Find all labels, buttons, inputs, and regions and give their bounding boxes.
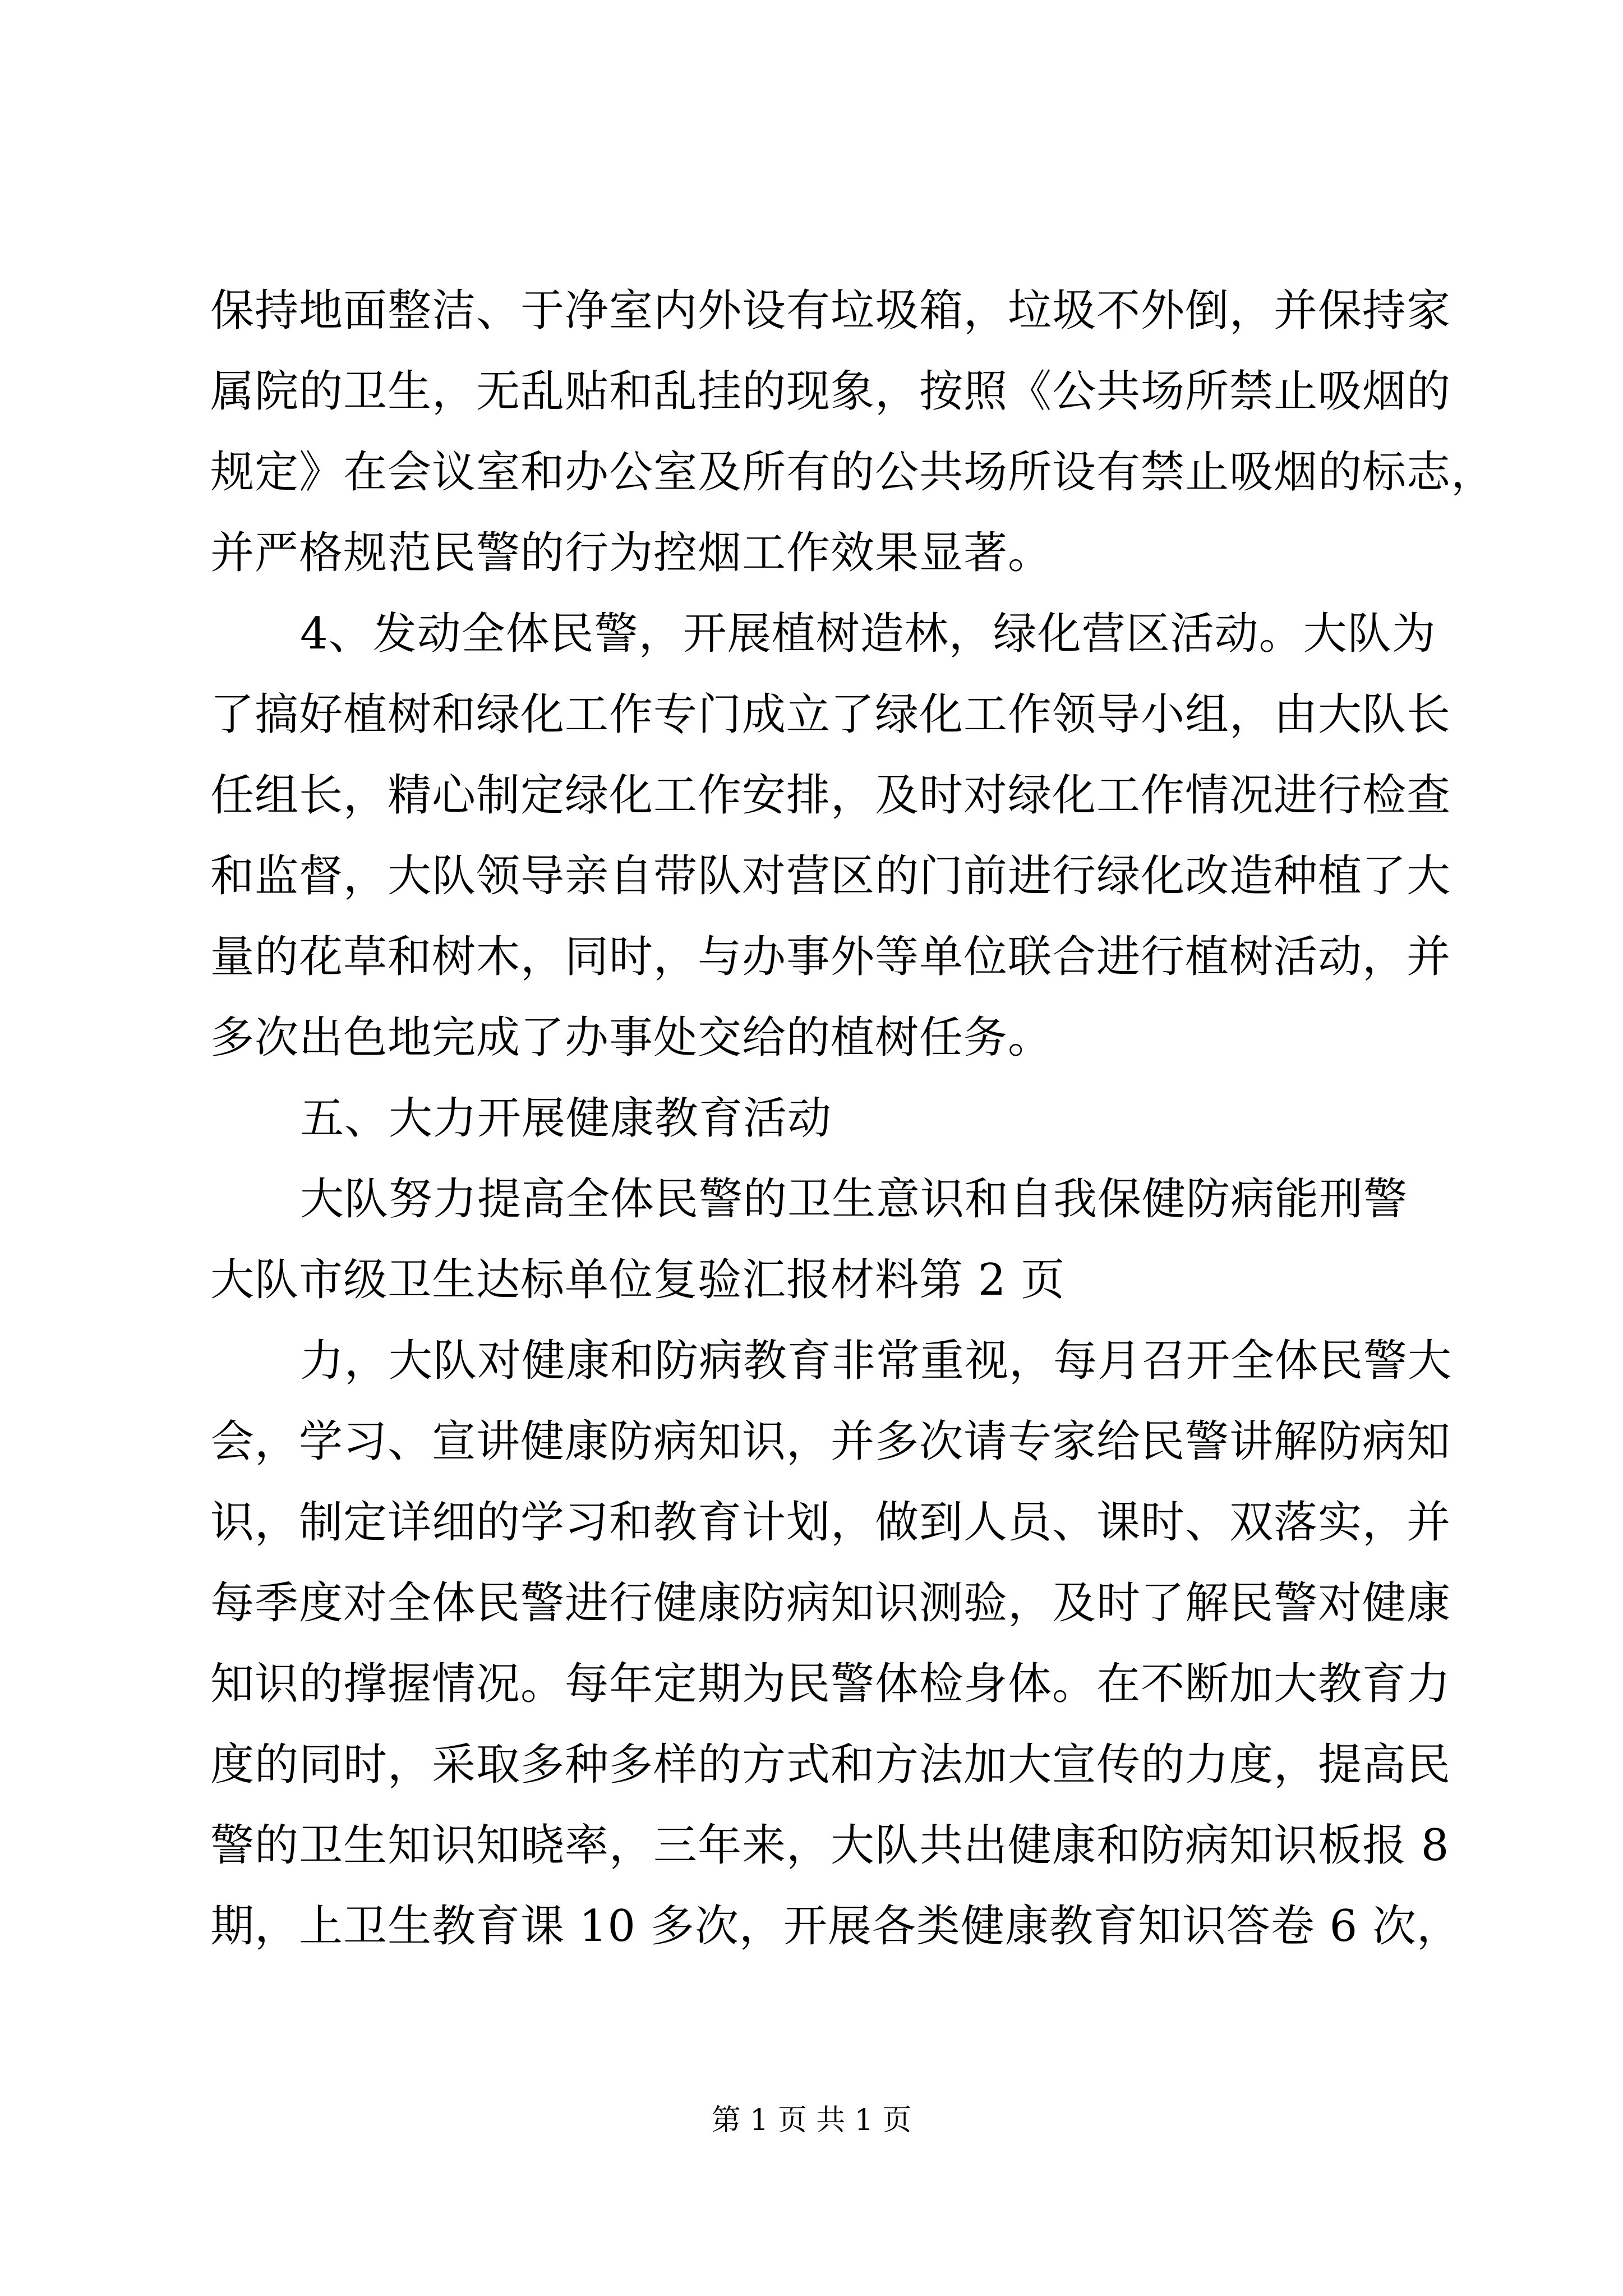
page-footer: 第 1 页 共 1 页	[711, 2104, 912, 2137]
paragraph-line: 力，大队对健康和防病教育非常重视，每月召开全体民警大	[300, 1336, 1453, 1386]
paragraph-line: 期，上卫生教育课 10 多次，开展各类健康教育知识答卷 6 次，	[210, 1901, 1461, 1952]
paragraph-line: 任组长，精心制定绿化工作安排，及时对绿化工作情况进行检查	[210, 770, 1451, 821]
paragraph-line: 警的卫生知识知晓率，三年来，大队共出健康和防病知识板报 8	[210, 1820, 1450, 1871]
paragraph-line: 大队努力提高全体民警的卫生意识和自我保健防病能刑警	[300, 1174, 1408, 1225]
paragraph-line: 4、发动全体民警，开展植树造林，绿化营区活动。大队为	[300, 609, 1436, 659]
paragraph-line: 量的花草和树木，同时，与办事外等单位联合进行植树活动，并	[210, 932, 1451, 982]
section-heading: 五、大力开展健康教育活动	[300, 1093, 832, 1144]
paragraph-line: 多次出色地完成了办事处交给的植树任务。	[210, 1013, 1053, 1063]
paragraph-line: 度的同时，采取多种多样的方式和方法加大宣传的力度，提高民	[210, 1740, 1451, 1790]
paragraph-line: 和监督，大队领导亲自带队对营区的门前进行绿化改造种植了大	[210, 851, 1451, 901]
paragraph-line: 了搞好植树和绿化工作专门成立了绿化工作领导小组，由大队长	[210, 689, 1451, 740]
paragraph-line: 大队市级卫生达标单位复验汇报材料第 2 页	[210, 1255, 1066, 1305]
paragraph-line: 知识的撑握情况。每年定期为民警体检身体。在不断加大教育力	[210, 1659, 1451, 1709]
paragraph-line: 会，学习、宣讲健康防病知识，并多次请专家给民警讲解防病知	[210, 1416, 1451, 1467]
paragraph-line: 保持地面整洁、于净室内外设有垃圾箱，垃圾不外倒，并保持家	[210, 286, 1451, 336]
paragraph-line: 属院的卫生，无乱贴和乱挂的现象，按照《公共场所禁止吸烟的	[210, 366, 1451, 417]
paragraph-line: 规定》在会议室和办公室及所有的公共场所设有禁止吸烟的标志，	[210, 447, 1496, 498]
paragraph-line: 每季度对全体民警进行健康防病知识测验，及时了解民警对健康	[210, 1578, 1451, 1628]
paragraph-line: 并严格规范民警的行为控烟工作效果显著。	[210, 528, 1053, 578]
paragraph-line: 识，制定详细的学习和教育计划，做到人员、课时、双落实，并	[210, 1497, 1451, 1548]
